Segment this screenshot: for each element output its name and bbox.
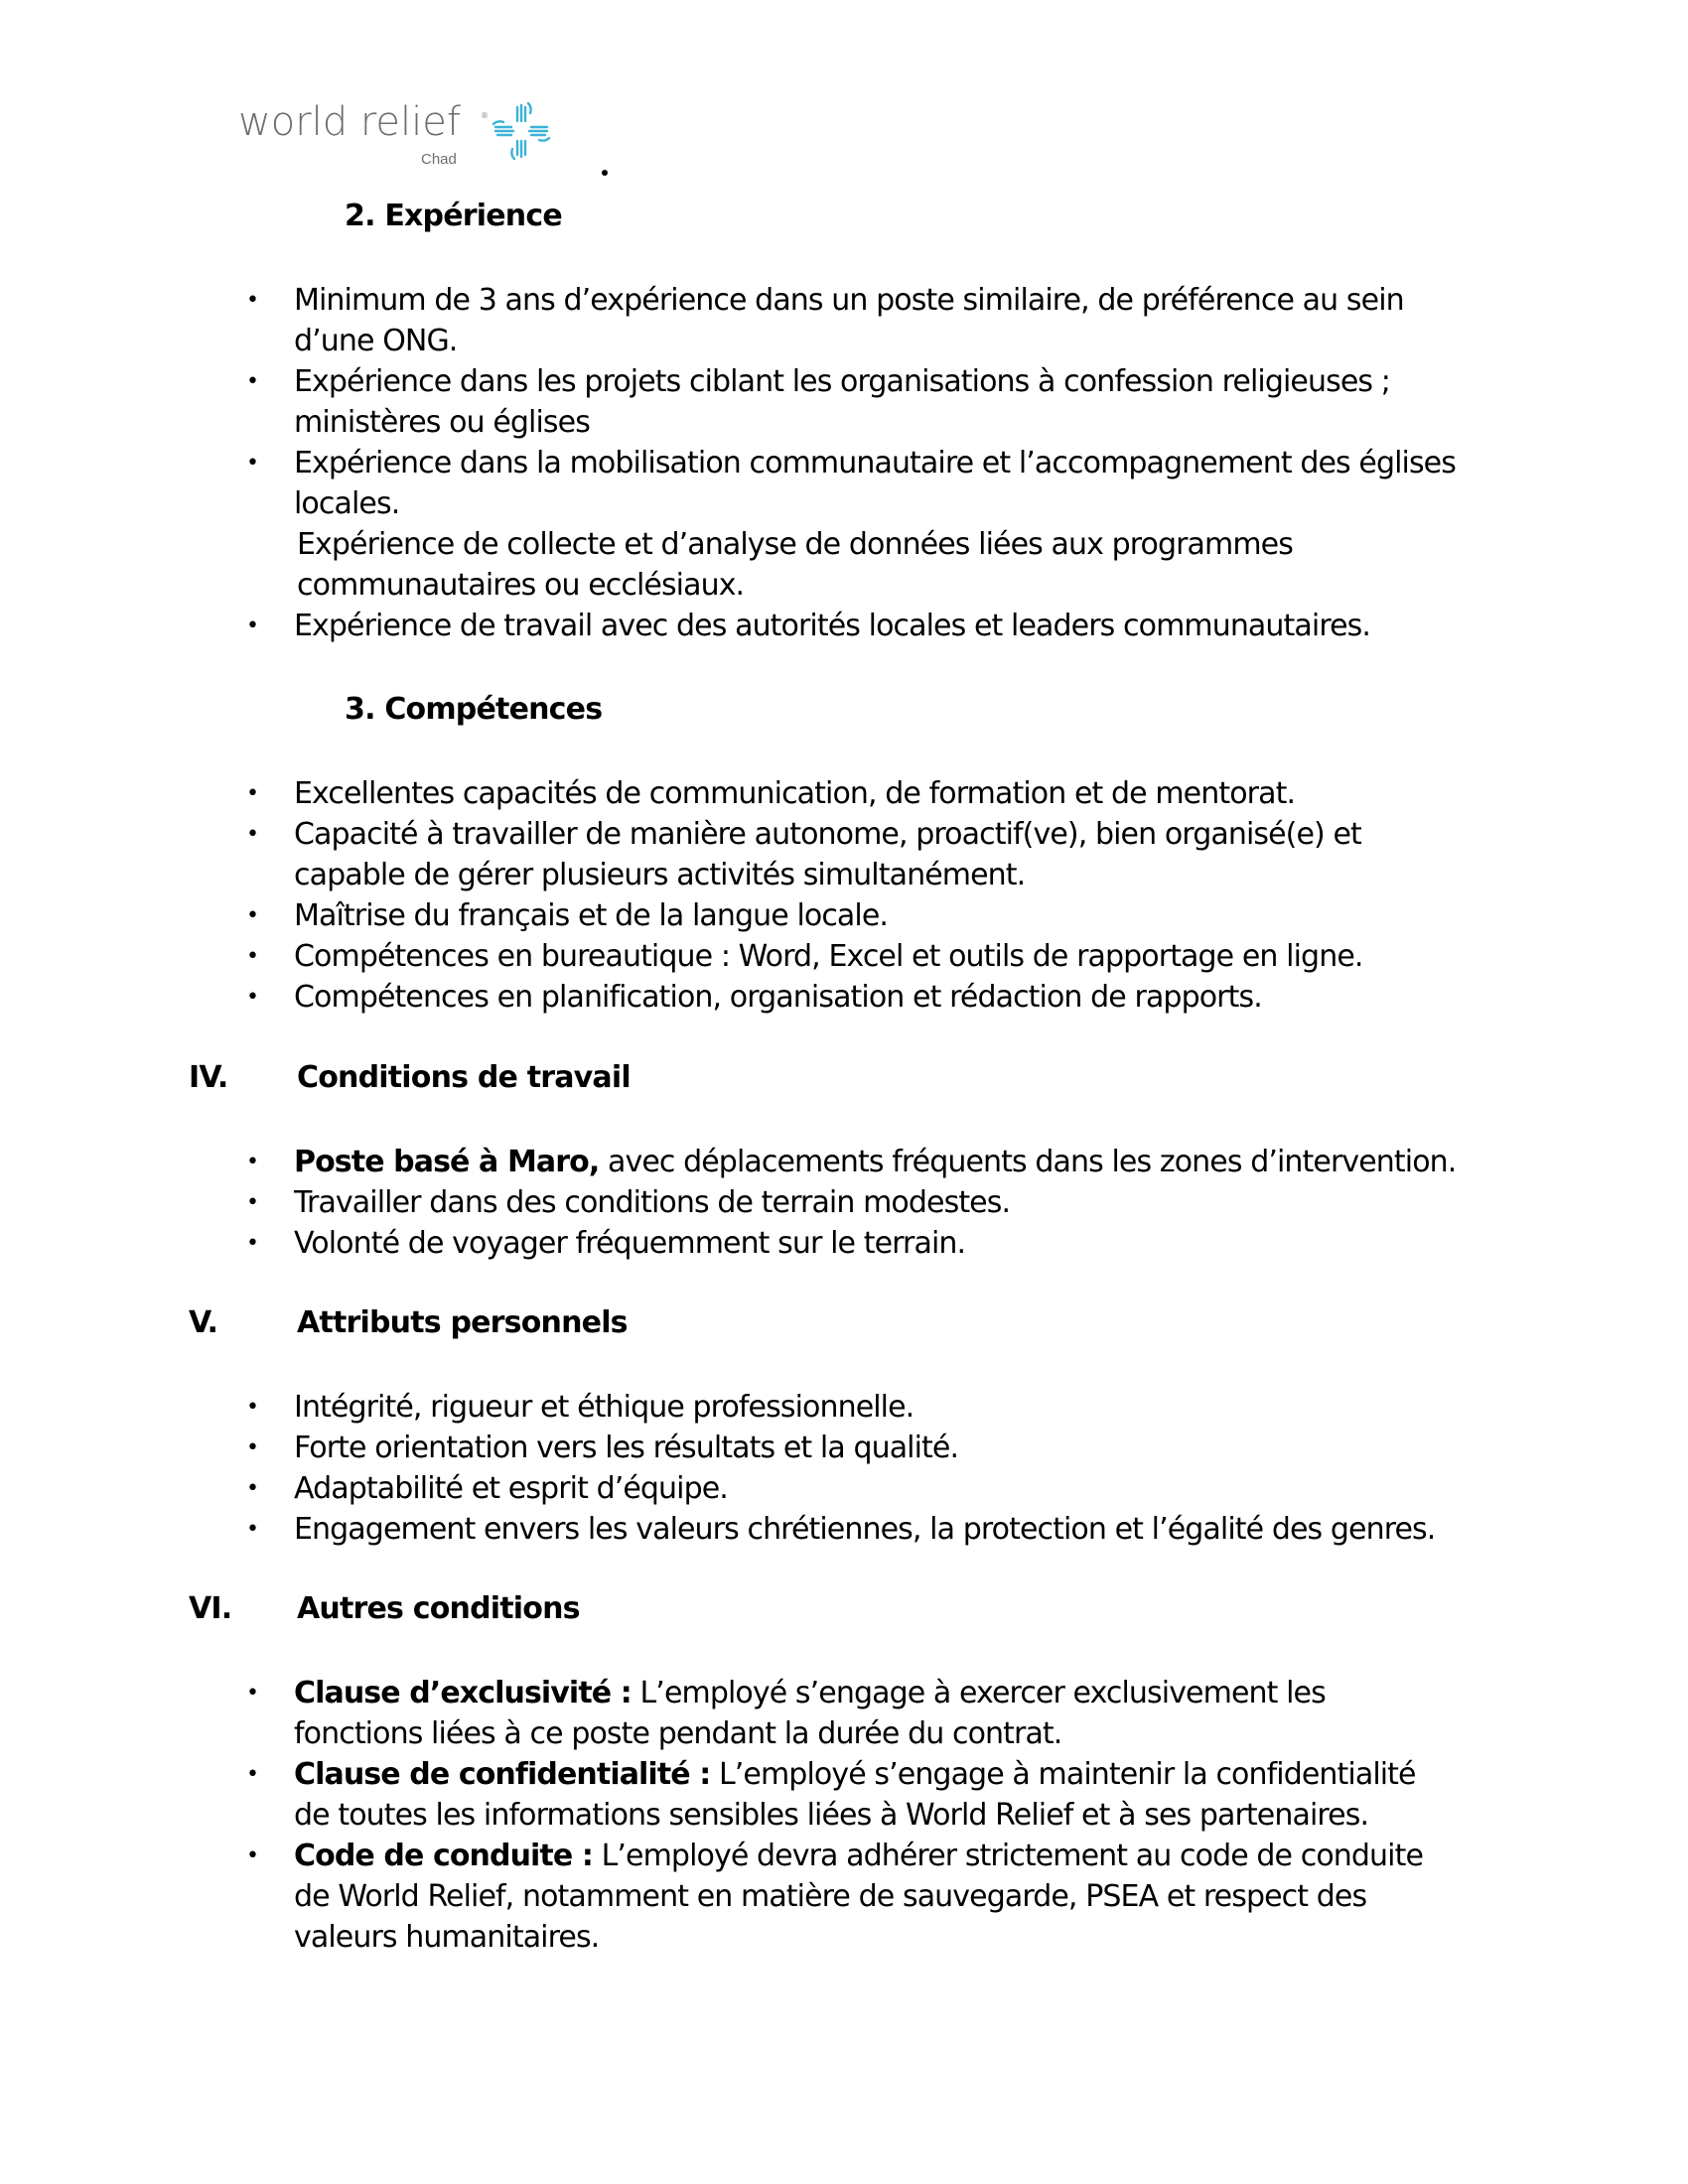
attributs-item-3: Adaptabilité et esprit d’équipe. <box>294 1471 728 1506</box>
hands-cross-logo-icon <box>492 101 551 161</box>
conditions-item-2: Travailler dans des conditions de terrain modestes. <box>294 1185 1011 1220</box>
bullet: • <box>246 1681 259 1706</box>
bullet: • <box>246 369 259 394</box>
autres-item-1-line-2: fonctions liées à ce poste pendant la durée du contrat. <box>294 1716 1062 1751</box>
bullet: • <box>246 451 259 476</box>
attributs-item-4: Engagement envers les valeurs chrétiennes, la protection et l’égalité des genres. <box>294 1512 1436 1547</box>
competences-item-2-line-1: Capacité à travailler de manière autonome, proactif(ve), bien organisé(e) et <box>294 817 1361 852</box>
attributs-item-1: Intégrité, rigueur et éthique professionnelle. <box>294 1390 914 1425</box>
emphasis: Clause d’exclusivité : <box>294 1676 632 1710</box>
bullet: • <box>246 1435 259 1460</box>
bullet: • <box>246 614 259 638</box>
item-text: L’employé devra adhérer strictement au code de conduite <box>592 1839 1424 1873</box>
experience-item-1-line-1: Minimum de 3 ans d’expérience dans un poste similaire, de préférence au sein <box>294 283 1404 318</box>
heading-competences: 3. Compétences <box>345 692 603 727</box>
emphasis: Clause de confidentialité : <box>294 1757 711 1792</box>
autres-item-3-line-2: de World Relief, notamment en matière de sauvegarde, PSEA et respect des <box>294 1879 1367 1914</box>
registered-mark: ® <box>481 111 489 120</box>
experience-item-4-line-2: communautaires ou ecclésiaux. <box>297 568 745 603</box>
competences-item-5: Compétences en planification, organisation et rédaction de rapports. <box>294 980 1262 1015</box>
item-text: L’employé s’engage à exercer exclusivement les <box>631 1676 1326 1710</box>
emphasis: Poste basé à Maro, <box>294 1145 600 1179</box>
bullet: • <box>246 781 259 806</box>
item-text: avec déplacements fréquents dans les zones d’intervention. <box>599 1145 1457 1179</box>
experience-item-1-line-2: d’une ONG. <box>294 324 458 358</box>
experience-item-3-line-2: locales. <box>294 486 400 521</box>
logo-subtitle: Chad <box>421 151 457 168</box>
bullet: • <box>246 1231 259 1256</box>
stray-bullet-mark <box>602 170 608 176</box>
bullet: • <box>246 903 259 928</box>
autres-item-2-line-2: de toutes les informations sensibles liées à World Relief et à ses partenaires. <box>294 1798 1369 1833</box>
bullet: • <box>246 944 259 969</box>
experience-item-4-line-1: Expérience de collecte et d’analyse de données liées aux programmes <box>297 527 1293 562</box>
experience-item-2-line-1: Expérience dans les projets ciblant les organisations à confession religieuses ; <box>294 364 1390 399</box>
bullet: • <box>246 1762 259 1787</box>
bullet: • <box>246 1843 259 1868</box>
section-title: Attributs personnels <box>297 1305 628 1340</box>
autres-item-3-line-3: valeurs humanitaires. <box>294 1920 600 1955</box>
competences-item-2-line-2: capable de gérer plusieurs activités simultanément. <box>294 858 1026 892</box>
autres-item-2-line-1 <box>294 1754 1416 1795</box>
competences-item-3: Maîtrise du français et de la langue locale. <box>294 898 889 933</box>
bullet: • <box>246 288 259 313</box>
heading-experience: 2. Expérience <box>345 199 562 233</box>
experience-item-2-line-2: ministères ou églises <box>294 405 590 440</box>
experience-item-3-line-1: Expérience dans la mobilisation communautaire et l’accompagnement des églises <box>294 446 1456 480</box>
logo-wordmark: world relief <box>238 99 461 145</box>
section-title: Conditions de travail <box>297 1060 631 1095</box>
autres-item-1-line-1 <box>294 1673 1326 1713</box>
competences-item-1: Excellentes capacités de communication, de formation et de mentorat. <box>294 776 1296 811</box>
bullet: • <box>246 1395 259 1420</box>
conditions-item-1 <box>294 1142 1456 1182</box>
bullet: • <box>246 1476 259 1501</box>
world-relief-logo <box>238 99 576 179</box>
bullet: • <box>246 985 259 1010</box>
bullet: • <box>246 822 259 847</box>
section-number: IV. <box>189 1060 228 1095</box>
attributs-item-2: Forte orientation vers les résultats et la qualité. <box>294 1431 959 1465</box>
competences-item-4: Compétences en bureautique : Word, Excel et outils de rapportage en ligne. <box>294 939 1363 974</box>
emphasis: Code de conduite : <box>294 1839 593 1873</box>
conditions-item-3: Volonté de voyager fréquemment sur le terrain. <box>294 1226 966 1261</box>
experience-item-5-line-1: Expérience de travail avec des autorités locales et leaders communautaires. <box>294 609 1371 643</box>
section-number: V. <box>189 1305 218 1340</box>
section-title: Autres conditions <box>297 1591 580 1626</box>
section-number: VI. <box>189 1591 232 1626</box>
autres-item-3-line-1 <box>294 1836 1423 1876</box>
bullet: • <box>246 1517 259 1542</box>
item-text: L’employé s’engage à maintenir la confidentialité <box>710 1757 1416 1792</box>
bullet: • <box>246 1150 259 1174</box>
bullet: • <box>246 1190 259 1215</box>
